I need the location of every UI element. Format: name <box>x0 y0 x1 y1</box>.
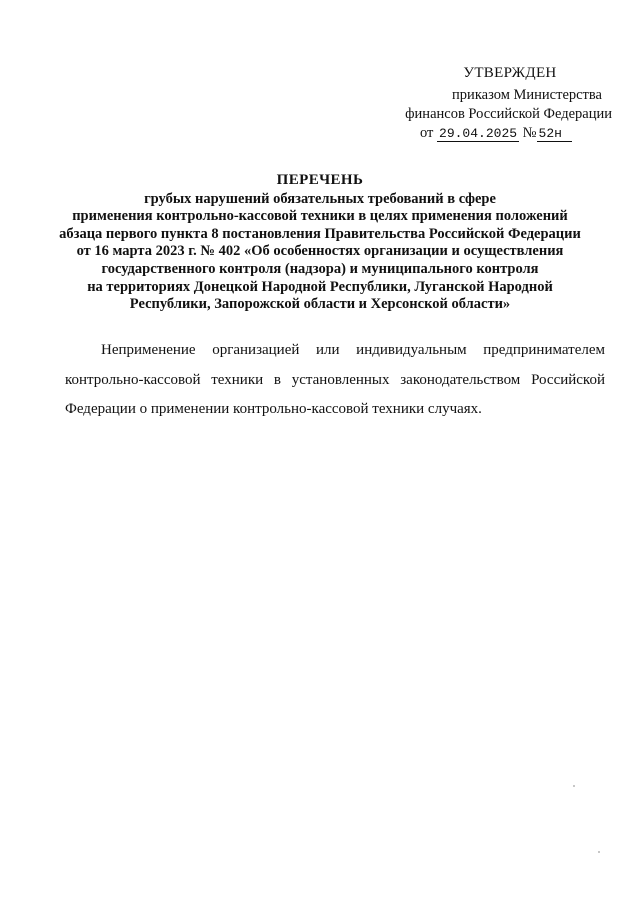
title-main: ПЕРЕЧЕНЬ <box>276 172 364 188</box>
body-paragraph: Неприменение организацией или индивидуальным предпринимателем контрольно-кассовой техники в установленных законодательством Российской Федерации о применении контрольно-кассовой техники случаях. <box>65 342 605 417</box>
approval-date-line <box>420 124 620 143</box>
approval-number: 52н <box>537 126 572 142</box>
title-line: на территориях Донецкой Народной Республики, Луганской Народной <box>87 278 553 295</box>
approval-order-line: приказом Министерства <box>452 87 602 103</box>
title-line: от 16 марта 2023 г. № 402 «Об особенностях организации и осуществления <box>76 243 564 260</box>
approval-heading: УТВЕРЖДЕН <box>463 65 557 81</box>
document-title <box>50 172 590 314</box>
scan-speck <box>598 851 600 853</box>
title-line: абзаца первого пункта 8 постановления Правительства Российской Федерации <box>59 225 581 242</box>
approval-date: 29.04.2025 <box>439 126 518 141</box>
title-line: Республики, Запорожской области и Херсонской области» <box>129 296 511 313</box>
approval-ministry-line: финансов Российской Федерации <box>405 106 612 122</box>
title-line: применения контрольно-кассовой техники в целях применения положений <box>72 208 568 225</box>
title-line: государственного контроля (надзора) и муниципального контроля <box>101 260 539 277</box>
approval-date-prefix: от <box>420 125 434 141</box>
title-line: грубых нарушений обязательных требований в сфере <box>144 190 496 207</box>
scan-speck <box>573 785 575 787</box>
approval-number-sign: № <box>522 125 537 141</box>
